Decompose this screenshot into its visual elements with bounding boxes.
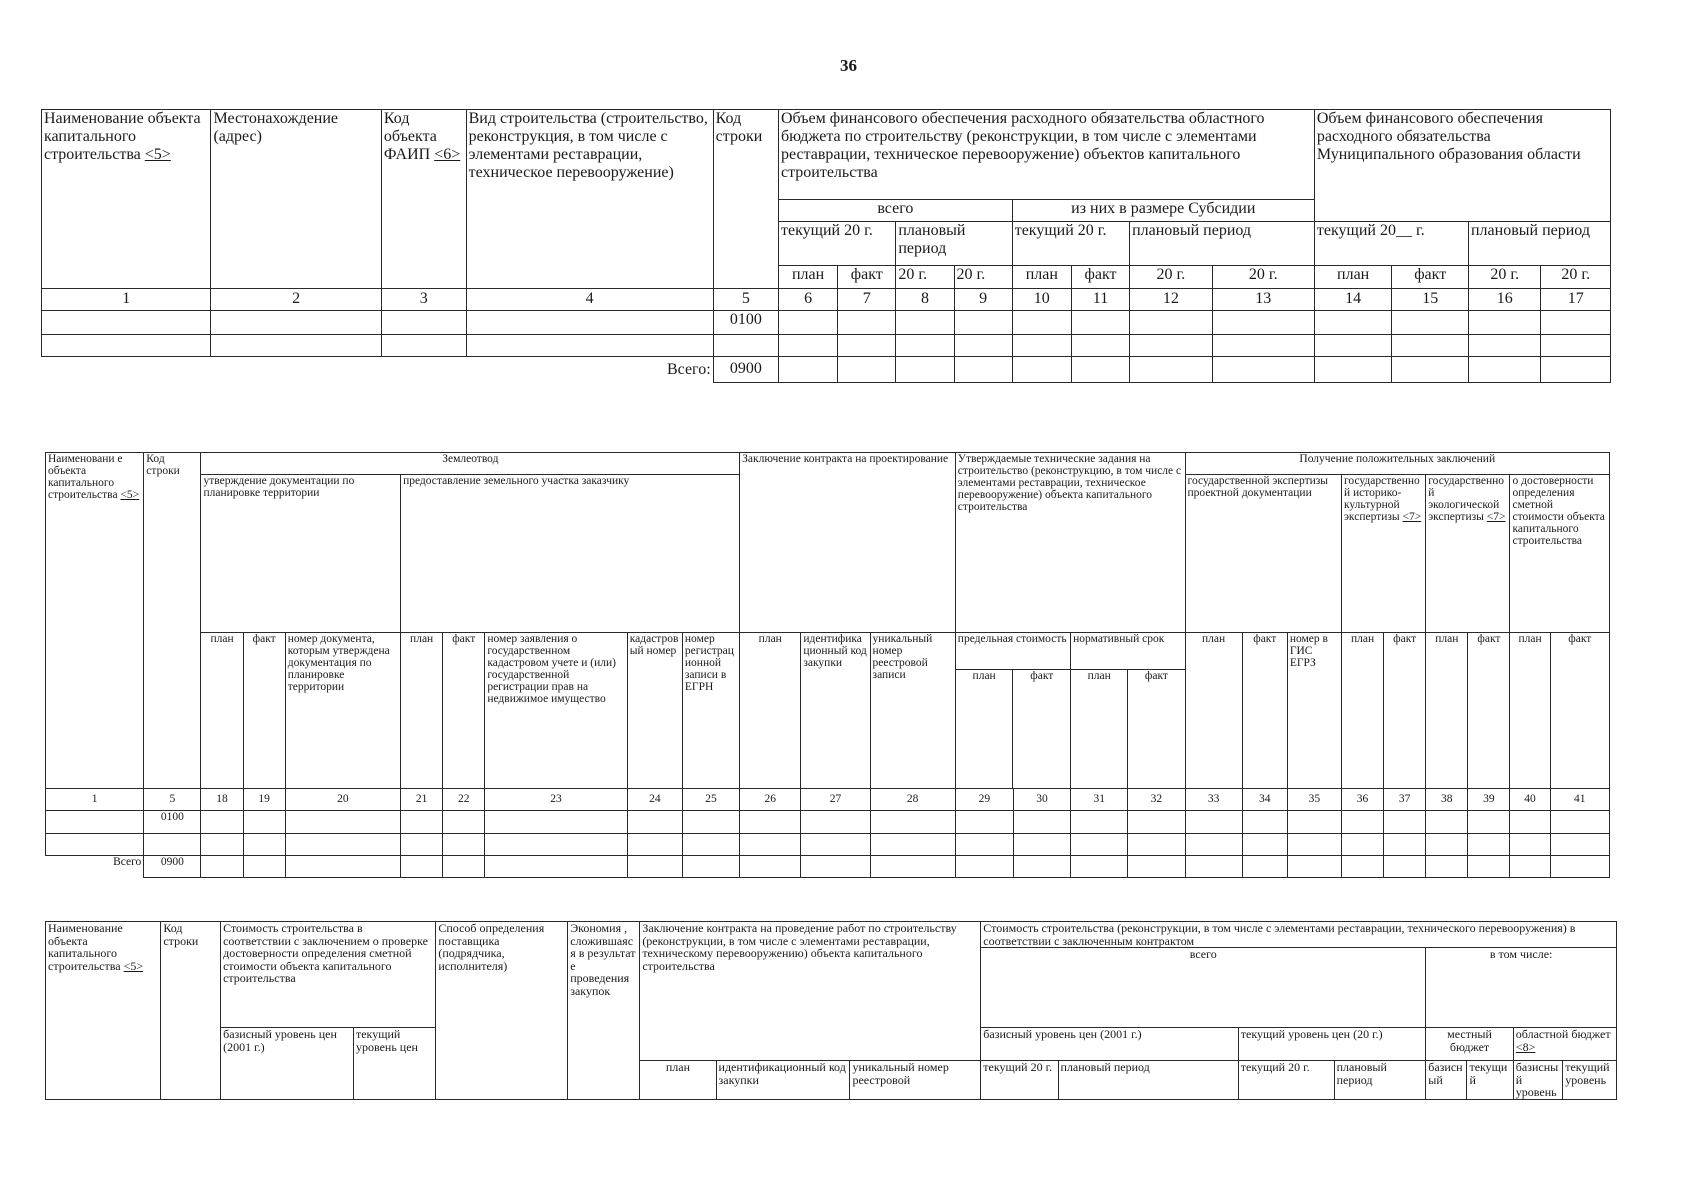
header-location: Местонахождение (адрес): [211, 110, 381, 289]
header-fact: факт: [1242, 633, 1287, 789]
header-registry-number: уникальный номер реестровой записи: [870, 633, 955, 789]
column-number: 11: [1071, 289, 1129, 311]
column-number: 10: [1012, 289, 1071, 311]
header-plan: план: [956, 670, 1014, 788]
header-current-20: текущий 20 г.: [981, 1061, 1058, 1100]
column-number: 39: [1468, 789, 1510, 811]
column-number: 41: [1550, 789, 1609, 811]
column-number: 21: [401, 789, 443, 811]
header-fact: факт: [243, 633, 285, 789]
header-current: текущий: [1467, 1061, 1513, 1100]
column-number: 29: [955, 789, 1013, 811]
header-fact: факт: [1468, 633, 1510, 789]
header-plan: план: [1071, 670, 1128, 788]
total-label: Всего:: [42, 357, 714, 383]
column-number: 6: [778, 289, 837, 311]
column-number: 27: [801, 789, 870, 811]
column-number: 2: [211, 289, 381, 311]
header-current-20: текущий 20 г.: [1238, 1061, 1334, 1100]
header-construction-type: Вид строительства (строительство, реконструкция, в том числе с элементами реставрации, техническое перевооружение): [466, 110, 713, 289]
column-number: 38: [1426, 789, 1468, 811]
header-reliability: о достоверности определения сметной стоимости объекта капитального строительства: [1510, 475, 1610, 633]
header-plan: план: [201, 633, 243, 789]
header-cost-check: Стоимость строительства в соответствии с заключением о проверке достоверности определения сметной стоимости объекта капитального строительства: [221, 922, 436, 1028]
header-plan: план: [1185, 633, 1242, 789]
header-plan: план: [1510, 633, 1550, 789]
row-code: 0100: [713, 311, 778, 335]
column-number: 15: [1392, 289, 1469, 311]
header-savings: Экономия , сложившаяся в результат е проведения закупок: [568, 922, 640, 1100]
row-code: [713, 335, 778, 357]
header-local-budget: местный бюджет: [1426, 1028, 1514, 1061]
header-normative-term: нормативный срок: [1071, 633, 1184, 670]
header-year: 20 г.: [896, 266, 954, 289]
header-row-code: Код строки: [161, 922, 221, 1100]
column-number: 13: [1212, 289, 1314, 311]
header-historical-expertise: государственной историко-культурной экспертизы <7>: [1341, 475, 1425, 633]
header-regional-budget: Объем финансового обеспечения расходного обязательства областного бюджета по строительству (реконструкции, в том числе с элементами реставрации, техническое перевооружение) объектов капитального строительства: [778, 110, 1314, 200]
header-fact: факт: [1550, 633, 1609, 789]
column-number: 32: [1128, 789, 1185, 811]
header-fact: факт: [1030, 670, 1054, 682]
column-numbers-row: [46, 789, 1610, 811]
header-positive-conclusions: Получение положительных заключений: [1185, 453, 1609, 475]
header-faip: Код объекта ФАИП <6>: [381, 110, 466, 289]
header-application-number: номер заявления о государственном кадастровом учете и (или) государственной регистрации прав на недвижимое имущество: [485, 633, 627, 789]
header-basis-level: базисный уровень: [1513, 1061, 1562, 1100]
table-row: [46, 811, 1610, 834]
header-year: 20 г.: [1212, 266, 1314, 289]
header-registry-number: уникальный номер реестровой: [850, 1061, 981, 1100]
header-gis: номер в ГИС ЕГРЗ: [1287, 633, 1341, 789]
column-number: 18: [201, 789, 243, 811]
column-number: 36: [1341, 789, 1383, 811]
header-plan: план: [401, 633, 443, 789]
column-number: 5: [144, 789, 201, 811]
header-planned-period: плановый период: [1058, 1061, 1238, 1100]
total-row: [42, 357, 1611, 383]
header-tech-task: Утверждаемые технические задания на строительство (реконструкцию, в том числе с элементами реставрации, техническое перевооружение) объекта капитального строительства: [955, 453, 1185, 633]
header-name: Наименование объекта капитального строительства <5>: [46, 922, 161, 1100]
column-number: 9: [954, 289, 1012, 311]
column-number: 23: [485, 789, 627, 811]
table-row: [42, 335, 1611, 357]
column-number: 24: [627, 789, 682, 811]
column-number: 8: [896, 289, 954, 311]
column-number: 16: [1468, 289, 1540, 311]
preparation-table: [45, 452, 1610, 878]
header-fact: факт: [1071, 266, 1129, 289]
table-row: [42, 311, 1611, 335]
header-state-expertise: государственной экспертизы проектной документации: [1185, 475, 1341, 633]
header-fact: факт: [443, 633, 485, 789]
financing-table: [41, 109, 1611, 383]
header-doc-number: номер документа, которым утверждена документация по планировке территории: [285, 633, 400, 789]
header-current-year-municipal: текущий 20__ г.: [1314, 222, 1468, 266]
header-name: Наименование объекта капитального строительства <5>: [42, 110, 211, 289]
column-number: 17: [1541, 289, 1611, 311]
header-fact: факт: [1144, 670, 1168, 682]
header-ecological-expertise: государственной экологической экспертизы <7>: [1426, 475, 1510, 633]
header-current-level: текущий уровень цен: [353, 1028, 435, 1100]
header-planned-period: плановый период: [896, 222, 1012, 266]
column-number: 1: [42, 289, 211, 311]
column-numbers-row: [42, 289, 1611, 311]
header-cadastral: кадастровый номер: [627, 633, 682, 789]
column-number: 37: [1384, 789, 1426, 811]
header-plan: план: [1314, 266, 1392, 289]
header-limit-cost: предельная стоимость: [956, 633, 1070, 670]
header-year: 20 г.: [954, 266, 1012, 289]
total-label: Всего: [46, 856, 144, 878]
header-fact: факт: [838, 266, 896, 289]
total-row: [46, 856, 1610, 878]
header-egrn: номер регистрационной записи в ЕГРН: [682, 633, 739, 789]
header-year: 20 г.: [1130, 266, 1213, 289]
header-current-level-20: текущий уровень цен (20 г.): [1238, 1028, 1425, 1061]
header-supplier-method: Способ определения поставщика (подрядчика, исполнителя): [436, 922, 568, 1100]
header-subsidy: из них в размере Субсидии: [1012, 200, 1314, 222]
header-plan: план: [740, 633, 801, 789]
header-current-level: текущий уровень: [1563, 1061, 1617, 1100]
header-current-year: текущий 20 г.: [778, 222, 895, 266]
column-number: 5: [713, 289, 778, 311]
column-number: 12: [1130, 289, 1213, 311]
header-basis: базисный: [1426, 1061, 1467, 1100]
header-total: всего: [778, 200, 1012, 222]
header-land: Землеотвод: [201, 453, 740, 475]
page-number: 36: [840, 56, 857, 75]
header-plan: план: [1426, 633, 1468, 789]
header-row-code: Код строки: [713, 110, 778, 289]
column-number: 33: [1185, 789, 1242, 811]
header-regional-budget: областной бюджет <8>: [1513, 1028, 1616, 1061]
header-base-level-2001: базисный уровень цен (2001 г.): [981, 1028, 1239, 1061]
header-current-year: текущий 20 г.: [1012, 222, 1129, 266]
header-base-level: базисный уровень цен (2001 г.): [221, 1028, 354, 1100]
column-number: 26: [740, 789, 801, 811]
column-number: 40: [1510, 789, 1550, 811]
header-total: всего: [981, 948, 1426, 1028]
column-number: 4: [466, 289, 713, 311]
column-number: 14: [1314, 289, 1392, 311]
header-purchase-id: идентификационный код закупки: [801, 633, 870, 789]
column-number: 25: [682, 789, 739, 811]
column-number: 3: [381, 289, 466, 311]
header-plan: план: [640, 1061, 716, 1100]
row-code: 0100: [144, 811, 201, 834]
column-number: 20: [285, 789, 400, 811]
header-plan: план: [1012, 266, 1071, 289]
header-row-code: Код строки: [144, 453, 201, 789]
header-year: 20 г.: [1541, 266, 1611, 289]
column-number: 34: [1242, 789, 1287, 811]
row-code: [144, 834, 201, 856]
row-code: 0900: [144, 856, 201, 878]
header-design-contract: Заключение контракта на проектирование: [740, 453, 956, 633]
header-contract-cost: Стоимость строительства (реконструкции, в том числе с элементами реставрации, технического перевооружения) в соответствии с заключенным контрактом: [981, 922, 1617, 948]
header-plan: план: [1341, 633, 1383, 789]
header-plan: план: [778, 266, 837, 289]
header-municipal-budget: Объем финансового обеспечения расходного обязательства Муниципального образования области: [1314, 110, 1610, 222]
column-number: 22: [443, 789, 485, 811]
column-number: 35: [1287, 789, 1341, 811]
row-code: 0900: [713, 357, 778, 383]
header-year: 20 г.: [1468, 266, 1540, 289]
column-number: 30: [1013, 789, 1070, 811]
construction-cost-table: [45, 921, 1617, 1100]
column-number: 19: [243, 789, 285, 811]
header-planned-period: плановый период: [1334, 1061, 1426, 1100]
column-number: 31: [1071, 789, 1128, 811]
header-land-provision: предоставление земельного участка заказчику: [401, 475, 740, 633]
column-number: 28: [870, 789, 955, 811]
header-including: в том числе:: [1426, 948, 1617, 1028]
header-planned-period: плановый период: [1130, 222, 1315, 266]
header-fact: факт: [1392, 266, 1469, 289]
header-approval-docs: утверждение документации по планировке территории: [201, 475, 401, 633]
column-number: 7: [838, 289, 896, 311]
column-number: 1: [46, 789, 144, 811]
header-purchase-id: идентификационный код закупки: [716, 1061, 850, 1100]
header-name: Наименовани е объекта капитального строительства <5>: [46, 453, 144, 789]
header-fact: факт: [1384, 633, 1426, 789]
header-planned-period: плановый период: [1468, 222, 1610, 266]
table-row: [46, 834, 1610, 856]
header-works-contract: Заключение контракта на проведение работ по строительству (реконструкции, в том числе с элементами реставрации, техническому перевооружению) объекта капитального строительства: [640, 922, 981, 1061]
